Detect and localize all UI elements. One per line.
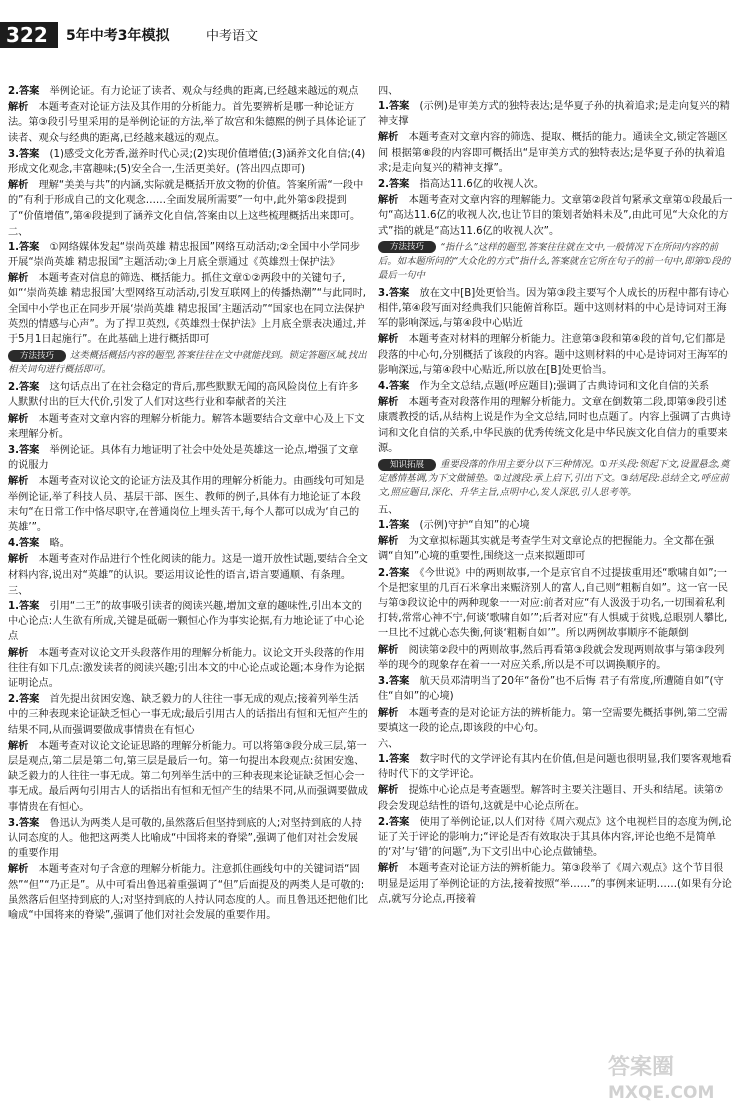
tip-badge: 知识拓展 bbox=[378, 459, 436, 471]
answer-entry bbox=[378, 518, 733, 533]
entry-text: 作为全文总结,点题(呼应题目);强调了古典诗词和文化自信的关系 bbox=[419, 381, 710, 393]
answer-entry bbox=[378, 674, 733, 704]
answer-entry bbox=[8, 692, 368, 738]
entry-text: 本题考查对论证方法及其作用的分析能力。首先要辨析是哪一种论证方法。第③段引号里采用的是举例论证的方法,举了故宫和朱德熙的例子具体论证了读者、观众与经典的距离,已经越来越远的观点。 bbox=[8, 102, 367, 144]
answer-entry bbox=[378, 643, 733, 673]
entry-label: 解析 bbox=[378, 195, 399, 207]
answer-entry bbox=[378, 783, 733, 813]
answer-entry bbox=[378, 815, 733, 861]
page-number: 322 bbox=[6, 23, 48, 47]
entry-label: 解析 bbox=[8, 554, 29, 566]
watermark-logo bbox=[600, 1050, 750, 1103]
section-heading: 二、 bbox=[8, 226, 29, 238]
entry-text: 本题考查对文章内容的理解分析能力。解答本题要结合文章中心及上下文来理解分析。 bbox=[8, 413, 365, 440]
tip-box bbox=[378, 241, 733, 283]
entry-text: ①网络媒体发起“崇尚英雄 精忠报国”网络互动活动;②全国中小学同步开展“崇尚英雄 精忠报国”主题活动;③上月底全票通过《英雄烈士保护法》 bbox=[8, 241, 361, 269]
answer-entry bbox=[378, 193, 733, 239]
entry-label: 1.答案 bbox=[378, 101, 410, 112]
entry-text: 本题考查对信息的筛选、概括能力。抓住文章①②两段中的关键句子,如“‘崇尚英雄 精忠报国’大型网络互动活动,引发互联网上的传播热潮”“与此同时,全国中小学也正在同步开展‘崇尚英雄 精忠报国’主题活动”“国家也在同立法保护英烈的情感与心声”。为了捍卫英烈,《英雄烈士保护法》上月底全票表决通过,并于5月1日起施行”。在此基础上进行概括即可 bbox=[8, 273, 367, 346]
entry-text: 鲁迅认为两类人是可敬的,虽然落后但坚持到底的人;对坚持到底的人持认同态度的人。他把这两类人比喻成“中国将来的脊梁”,强调了他们对社会发展的重要作用 bbox=[8, 817, 362, 860]
entry-label: 解析 bbox=[8, 647, 29, 659]
answer-entry bbox=[8, 862, 368, 923]
entry-text: 提炼中心论点是考查题型。解答时主要关注题目、开头和结尾。读第⑦段会发现总结性的语句,这就是中心论点所在。 bbox=[378, 785, 724, 812]
answer-entry bbox=[8, 816, 368, 862]
book-series-title: 5年中考3年模拟 bbox=[66, 28, 170, 44]
entry-label: 1.答案 bbox=[8, 600, 40, 612]
answer-entry bbox=[8, 271, 368, 347]
answer-entry bbox=[8, 147, 368, 177]
entry-text: 本题考查的是对论证方法的辨析能力。第一空需要先概括事例,第二空需要填这一段的论点,即该段的中心句。 bbox=[378, 707, 728, 734]
watermark-line2: MXQE.COM bbox=[608, 1083, 715, 1103]
answer-entry bbox=[8, 536, 368, 551]
entry-text: 《今世说》中的两则故事,一个是京官自不过提拔重用还“歌啸自如”;一个是把家里的几百石米拿出来赈济别人的富人,自己则“粗粝自如”。这一官一民与第③段议论中的两种现象一一对应:前者对应“有人汲汲于功名,一切围着私利打转,常常心神不宁,何谈‘歌啸自如’”;后者对应“有人惧威于贫贱,总眼别人攀比,一旦比不过就心态失衡,何谈‘粗粝自如’”。所以两例故事顺序不能颠倒 bbox=[378, 567, 728, 640]
answer-entry bbox=[378, 332, 733, 378]
entry-label: 1.答案 bbox=[8, 241, 40, 253]
answer-entry bbox=[8, 552, 368, 582]
entry-text: 首先提出贫困安逸、缺乏毅力的人往往一事无成的观点;接着列举生活中的三种表现来论证缺乏恒心一事无成;最后引用古人的话指出有恒和无恒产生的结果不同,从而强调要做成事情贵在有恒心 bbox=[8, 694, 368, 736]
entry-label: 解析 bbox=[8, 476, 29, 488]
tip-badge: 方法技巧 bbox=[8, 350, 66, 362]
entry-text: 举例论证。具体有力地证明了社会中处处是英雄这一论点,增强了文章的说服力 bbox=[8, 445, 359, 472]
answer-entry bbox=[378, 566, 733, 642]
entry-label: 解析 bbox=[378, 536, 399, 548]
answer-entry bbox=[8, 739, 368, 815]
entry-text: 阅读第②段中的两则故事,然后再看第③段就会发现两则故事与第③段列举的现今的现象存在着一一对应关系,所以是不可以调换顺序的。 bbox=[378, 644, 725, 671]
entry-label: 解析 bbox=[8, 740, 29, 752]
answer-entry bbox=[8, 474, 368, 535]
right-answer-column bbox=[378, 84, 733, 1094]
entry-label: 2.答案 bbox=[378, 567, 410, 579]
entry-text: 本题考查对句子含意的理解分析能力。注意抓住画线句中的关键词语“固然”“但”“乃正是”。从中可看出鲁迅着重强调了“但”后面提及的两类人是可敬的:虽然落后但坚持到底的人;对坚持到底的人持认同态度的人。而且鲁迅还把他们比喻成“中国将来的脊梁”,强调了他们对社会发展的重要作用。 bbox=[8, 864, 368, 921]
entry-text: 这句话点出了在社会稳定的背后,那些默默无闻的高风险岗位上有许多人默默付出的巨大代价,引发了人们对这些行业和奉献者的关注 bbox=[8, 382, 359, 409]
entry-label: 3.答案 bbox=[8, 148, 40, 160]
entry-label: 解析 bbox=[378, 397, 399, 409]
entry-label: 3.答案 bbox=[8, 817, 40, 829]
left-answer-column bbox=[8, 84, 368, 1094]
entry-label: 4.答案 bbox=[8, 538, 40, 550]
answer-entry bbox=[378, 99, 733, 129]
answer-entry bbox=[8, 443, 368, 473]
tip-text: “指什么”这样的题型,答案往往就在文中,一般情况下在所问内容的前后。如本题所问的“大众化的方式”指什么,答案就在它所在句子的前一句中,即第①段的最后一句中 bbox=[378, 241, 731, 281]
answer-entry bbox=[8, 178, 368, 224]
answer-entry bbox=[378, 395, 733, 456]
entry-text: 本题考查对文章内容的理解能力。文章第②段首句紧承文章第①段最后一句“高达11.6亿的收视人次,也让节目的策划者始料未及”,由此可见“大众化的方式”指的就是“高达11.6亿的收视人次”。 bbox=[378, 195, 733, 237]
tip-text: 重要段落的作用主要分以下三种情况。①开头段:领起下文,设置悬念,奠定感情基调,为下文做铺垫。②过渡段:承上启下,引出下文。③结尾段:总结全文,呼应前文,照应题目,深化、升华主旨,点明中心,发人深思,引人思考等。 bbox=[378, 459, 730, 499]
answer-entry bbox=[8, 240, 368, 270]
answer-entry bbox=[378, 706, 733, 736]
answer-entry bbox=[8, 100, 368, 146]
entry-text: 本题考查对论证方法的辨析能力。第③段举了《周六观点》这个节目很明显是运用了举例论证的方法,接着按照“举……”的事例来证明……(如果有分论点,就写分论点,再接着 bbox=[378, 863, 732, 905]
section-heading: 五、 bbox=[378, 505, 399, 517]
entry-label: 解析 bbox=[378, 785, 399, 797]
entry-text: 为文章拟标题其实就是考查学生对文章论点的把握能力。全文都在强调“自知”心境的重要性,围绕这一点来拟题即可 bbox=[378, 536, 715, 563]
entry-label: 解析 bbox=[378, 707, 399, 719]
entry-text: 略。 bbox=[49, 538, 70, 550]
answer-entry bbox=[378, 286, 733, 332]
answer-entry bbox=[378, 752, 733, 782]
entry-label: 解析 bbox=[8, 413, 29, 425]
tip-box bbox=[378, 458, 733, 500]
page-header bbox=[0, 0, 750, 62]
answer-entry bbox=[378, 177, 733, 192]
section-heading: 四、 bbox=[378, 86, 399, 97]
entry-text: 使用了举例论证,以人们对待《周六观点》这个电视栏目的态度为例,论证了关于评论的影响力;“评论是否有效取决于其具体内容,评论也绝不是简单的‘对’与‘错’的问题”,为下文引出中心论点做铺垫。 bbox=[378, 816, 732, 859]
answer-entry bbox=[378, 379, 733, 394]
answer-entry bbox=[378, 534, 733, 564]
entry-text: 举例论证。有力论证了读者、观众与经典的距离,已经越来越远的观点 bbox=[49, 86, 359, 97]
page-number-badge bbox=[0, 22, 58, 48]
entry-label: 4.答案 bbox=[378, 381, 410, 393]
entry-text: (1)感受文化芳香,滋养时代心灵;(2)实现价值增值;(3)涵养文化自信;(4)形成文化观念,丰富趣味;(5)安全合一,生活更美好。(答出四点即可) bbox=[8, 148, 366, 176]
entry-text: 理解“美美与共”的内涵,实际就是概括开放文物的价值。答案所需“一段中的”有利于形成自己的文化观念……全面发展所需要”一句中,此外第⑤段提到了“价值增值”,第④段提到了涵养文化自信,答案由以上这些梳理概括出来即可。 bbox=[8, 180, 364, 222]
answer-entry bbox=[8, 380, 368, 410]
tip-badge: 方法技巧 bbox=[378, 241, 436, 253]
entry-label: 2.答案 bbox=[8, 86, 40, 97]
entry-text: 数字时代的文学评论有其内在价值,但是问题也很明显,我们要客观地看待时代下的文学评论。 bbox=[378, 753, 732, 781]
tip-box bbox=[8, 349, 368, 377]
entry-text: 本题考查对文章内容的筛选、提取、概括的能力。通读全文,锁定答题区间 根据第⑧段的内容即可概括出“是审美方式的独特表达;是华夏子孙的执着追求;是走向复兴的精神支撑”。 bbox=[378, 132, 728, 174]
entry-text: 本题考查对议论文开头段落作用的理解分析能力。议论文开头段落的作用往往有如下几点:激发读者的阅读兴趣;引出本文的中心论点或论题;本身作为论据证明论点。 bbox=[8, 647, 365, 689]
entry-label: 1.答案 bbox=[378, 753, 410, 765]
entry-text: 本题考查对作品进行个性化阅读的能力。这是一道开放性试题,要结合全文材料内容,说出对“英雄”的认识。要运用议论性的语言,语言要通顺、有条理。 bbox=[8, 554, 368, 581]
entry-label: 2.答案 bbox=[378, 816, 410, 828]
entry-label: 3.答案 bbox=[378, 287, 410, 299]
entry-text: 放在文中[B]处更恰当。因为第③段主要写个人成长的历程中都有诗心相伴,第④段写面对经典我们只能俯首称臣。题中这则材料的中心是诗词对王海军的影响深远,与第④段中心贴近 bbox=[378, 287, 729, 330]
entry-label: 2.答案 bbox=[8, 382, 40, 394]
entry-label: 解析 bbox=[378, 644, 399, 656]
watermark-line1: 答案圈 bbox=[608, 1055, 675, 1080]
entry-label: 解析 bbox=[378, 132, 399, 144]
entry-label: 解析 bbox=[8, 864, 29, 876]
entry-text: 本题考查对议论文论证思路的理解分析能力。可以将第③段分成三层,第一层是观点,第二层是第二句,第三层是最后一句。第一句提出本段观点:贫困安逸、缺乏毅力的人往往一事无成。第二句列举生活中的三种表现来论证缺乏恒心会一事无成。最后两句引用古人的话指出有恒和无恒产生的结果不同,从而强调要做成事情贵在有恒心。 bbox=[8, 740, 368, 813]
entry-label: 2.答案 bbox=[378, 179, 410, 191]
tip-text: 这类概括概括内容的题型,答案往往在文中就能找到。锁定答题区域,找出相关词句进行概括即可。 bbox=[8, 350, 367, 376]
entry-text: 本题考查对段落作用的理解分析能力。文章在倒数第二段,即第⑨段引述康震教授的话,从结构上说是作为全文总结,同时也点题了。内容上强调了古典诗词和文化自信的关系,中华民族的优秀传统文化是中华民族文化自信力的重要来源。 bbox=[378, 397, 731, 454]
entry-label: 3.答案 bbox=[378, 676, 410, 688]
answer-entry bbox=[8, 646, 368, 692]
answer-entry bbox=[378, 130, 733, 176]
entry-label: 解析 bbox=[8, 102, 29, 114]
section-heading: 三、 bbox=[8, 585, 29, 597]
entry-label: 解析 bbox=[378, 863, 399, 875]
entry-text: 航天员邓清明当了20年“备份”也不后悔 君子有常度,所遭随自如”(守住“自如”的心境) bbox=[378, 676, 724, 703]
answer-entry bbox=[378, 861, 733, 907]
entry-label: 解析 bbox=[8, 273, 29, 285]
entry-text: 指高达11.6亿的收视人次。 bbox=[419, 179, 545, 191]
entry-label: 3.答案 bbox=[8, 445, 40, 457]
entry-label: 解析 bbox=[378, 334, 399, 346]
answer-entry bbox=[8, 84, 368, 99]
entry-text: (示例)是审美方式的独特表达;是华夏子孙的执着追求;是走向复兴的精神支撑 bbox=[378, 101, 730, 128]
entry-text: 本题考查对材料的理解分析能力。注意第③段和第④段的首句,它们都是段落的中心句,分别概括了该段的内容。题中这则材料的中心是诗词对王海军的影响深远,与第④段中心贴近,所以放在[B]处更恰当。 bbox=[378, 334, 728, 376]
answer-entry bbox=[8, 599, 368, 645]
entry-text: (示例)守护“自知”的心境 bbox=[419, 520, 530, 532]
subject-title: 中考语文 bbox=[206, 29, 259, 44]
entry-label: 2.答案 bbox=[8, 694, 40, 706]
entry-label: 1.答案 bbox=[378, 520, 410, 532]
section-heading: 六、 bbox=[378, 738, 399, 750]
entry-text: 引用“二王”的故事吸引读者的阅读兴趣,增加文章的趣味性,引出本文的中心论点:人生欲有所成,关键是砥砺一颗恒心作为事实论据,有力地论证了中心论点 bbox=[8, 600, 365, 643]
answer-entry bbox=[8, 412, 368, 442]
entry-label: 解析 bbox=[8, 180, 29, 192]
entry-text: 本题考查对议论文的论证方法及其作用的理解分析能力。由画线句可知是举例论证,举了科技人员、基层干部、医生、教师的例子,具体有力地论证了本段末句“在日常工作中恪尽职守,在普通岗位上埋头苦干,每个人都可以成为‘自己的英雄’”。 bbox=[8, 476, 365, 534]
